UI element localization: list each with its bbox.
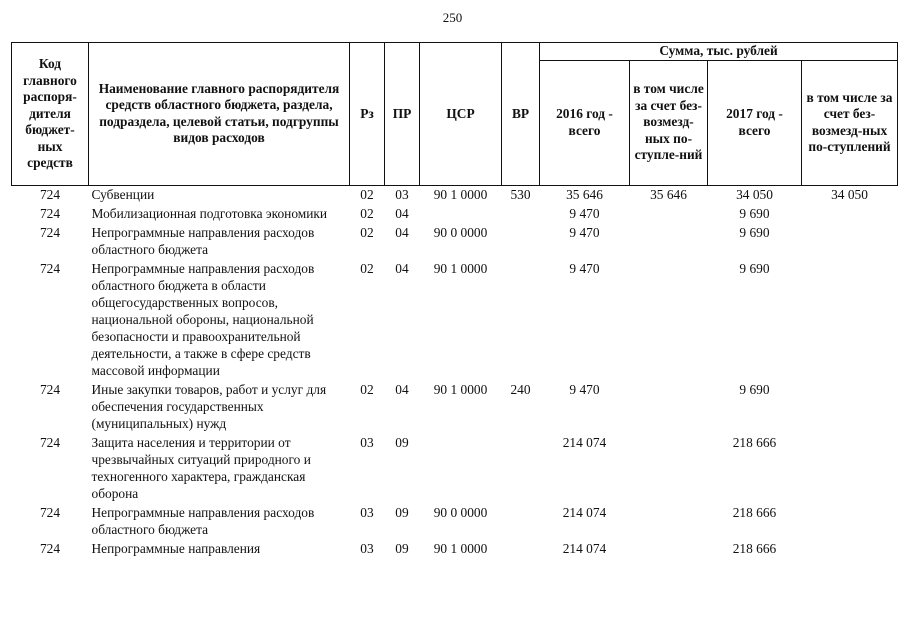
table-row [12, 224, 898, 260]
header-pr: ПР [385, 43, 420, 186]
cell-2016-free [630, 205, 708, 224]
cell-2017-free [802, 504, 898, 540]
table-row [12, 540, 898, 559]
cell-pr: 09 [395, 540, 409, 556]
table-row [12, 205, 898, 224]
header-2016-free: в том числе за счет без-возмезд-ных по-ступле-ний [630, 60, 708, 185]
header-2017-total: 2017 год - всего [708, 60, 802, 185]
cell-vr [502, 224, 540, 260]
cell-rz: 02 [360, 381, 374, 397]
cell-2016-free [630, 381, 708, 434]
table-row [12, 185, 898, 205]
table-header [12, 43, 898, 186]
cell-csr: 90 1 0000 [433, 260, 488, 276]
header-2016-total: 2016 год - всего [540, 60, 630, 185]
cell-2017-free [802, 205, 898, 224]
page-number: 250 [442, 10, 463, 25]
cell-csr: 90 1 0000 [433, 381, 488, 397]
cell-vr [502, 540, 540, 559]
cell-vr [502, 260, 540, 381]
header-2017-free: в том числе за счет без-возмезд-ных по-ступлений [802, 60, 898, 185]
cell-2016-free [630, 540, 708, 559]
cell-name: Непрограммные направления расходов областного бюджета в области общегосударственных вопросов, национальной обороны, национальной безопасности и правоохранительной деятельности, а также в сфере средств массовой информации [91, 260, 315, 378]
cell-2017-total: 34 050 [736, 186, 773, 202]
cell-2017-free: 34 050 [831, 186, 868, 202]
cell-code: 724 [39, 381, 61, 397]
cell-2017-total: 218 666 [732, 540, 777, 556]
cell-name: Мобилизационная подготовка экономики [91, 205, 328, 221]
table-body [12, 185, 898, 559]
cell-2016-total: 214 074 [562, 434, 607, 450]
table-row [12, 260, 898, 381]
cell-code: 724 [39, 260, 61, 276]
cell-csr: 90 0 0000 [433, 224, 488, 240]
cell-2016-total: 9 470 [569, 224, 600, 240]
cell-2017-free [802, 434, 898, 504]
cell-pr: 04 [395, 260, 409, 276]
cell-vr [502, 205, 540, 224]
budget-table [11, 42, 898, 559]
cell-2017-total: 9 690 [739, 224, 770, 240]
header-csr: ЦСР [420, 43, 502, 186]
cell-name: Непрограммные направления расходов областного бюджета [91, 504, 315, 537]
cell-2017-total: 9 690 [739, 205, 770, 221]
cell-2016-free [630, 224, 708, 260]
cell-vr [502, 504, 540, 540]
cell-2017-free [802, 540, 898, 559]
cell-code: 724 [39, 205, 61, 221]
cell-rz: 03 [360, 434, 374, 450]
cell-2016-free [630, 260, 708, 381]
cell-pr: 04 [395, 205, 409, 221]
cell-2017-free [802, 260, 898, 381]
cell-2016-total: 214 074 [562, 504, 607, 520]
cell-csr: 90 0 0000 [433, 504, 488, 520]
cell-code: 724 [39, 504, 61, 520]
table-row [12, 504, 898, 540]
cell-pr: 04 [395, 224, 409, 240]
cell-2016-free [630, 434, 708, 504]
cell-rz: 03 [360, 504, 374, 520]
header-vr: ВР [502, 43, 540, 186]
cell-rz: 02 [360, 186, 374, 202]
cell-rz: 02 [360, 224, 374, 240]
cell-pr: 03 [395, 186, 409, 202]
cell-2017-total: 218 666 [732, 504, 777, 520]
cell-2016-total: 9 470 [569, 260, 600, 276]
cell-name: Иные закупки товаров, работ и услуг для обеспечения государственных (муниципальных) нужд [91, 381, 327, 431]
header-name: Наименование главного распорядителя средств областного бюджета, раздела, подраздела, целевой статьи, подгруппы видов расходов [89, 43, 350, 186]
cell-csr: 90 1 0000 [433, 540, 488, 556]
header-sum-group: Сумма, тыс. рублей [540, 43, 898, 61]
cell-csr: 90 1 0000 [433, 186, 488, 202]
cell-pr: 04 [395, 381, 409, 397]
cell-code: 724 [39, 540, 61, 556]
cell-vr: 530 [510, 186, 531, 202]
table-row [12, 381, 898, 434]
cell-2016-total: 35 646 [566, 186, 603, 202]
cell-code: 724 [39, 186, 61, 202]
cell-vr [502, 434, 540, 504]
cell-2017-total: 9 690 [739, 260, 770, 276]
cell-2016-free [630, 504, 708, 540]
cell-rz: 02 [360, 260, 374, 276]
cell-2017-total: 9 690 [739, 381, 770, 397]
cell-2017-free [802, 224, 898, 260]
cell-rz: 02 [360, 205, 374, 221]
cell-code: 724 [39, 224, 61, 240]
cell-2017-total: 218 666 [732, 434, 777, 450]
cell-2016-total: 9 470 [569, 205, 600, 221]
cell-pr: 09 [395, 434, 409, 450]
cell-pr: 09 [395, 504, 409, 520]
cell-2017-free [802, 381, 898, 434]
cell-2016-total: 214 074 [562, 540, 607, 556]
cell-csr [420, 434, 502, 504]
cell-csr [420, 205, 502, 224]
cell-name: Защита населения и территории от чрезвычайных ситуаций природного и техногенного характера, гражданская оборона [91, 434, 311, 501]
cell-rz: 03 [360, 540, 374, 556]
table-row [12, 434, 898, 504]
cell-code: 724 [39, 434, 61, 450]
cell-name: Субвенции [91, 186, 155, 202]
header-code: Код главного распоря-дителя бюджет-ных средств [12, 43, 89, 186]
header-rz: Рз [350, 43, 385, 186]
cell-name: Непрограммные направления [91, 540, 261, 556]
cell-vr: 240 [510, 381, 531, 397]
cell-name: Непрограммные направления расходов областного бюджета [91, 224, 315, 257]
cell-2016-free: 35 646 [650, 186, 687, 202]
cell-2016-total: 9 470 [569, 381, 600, 397]
